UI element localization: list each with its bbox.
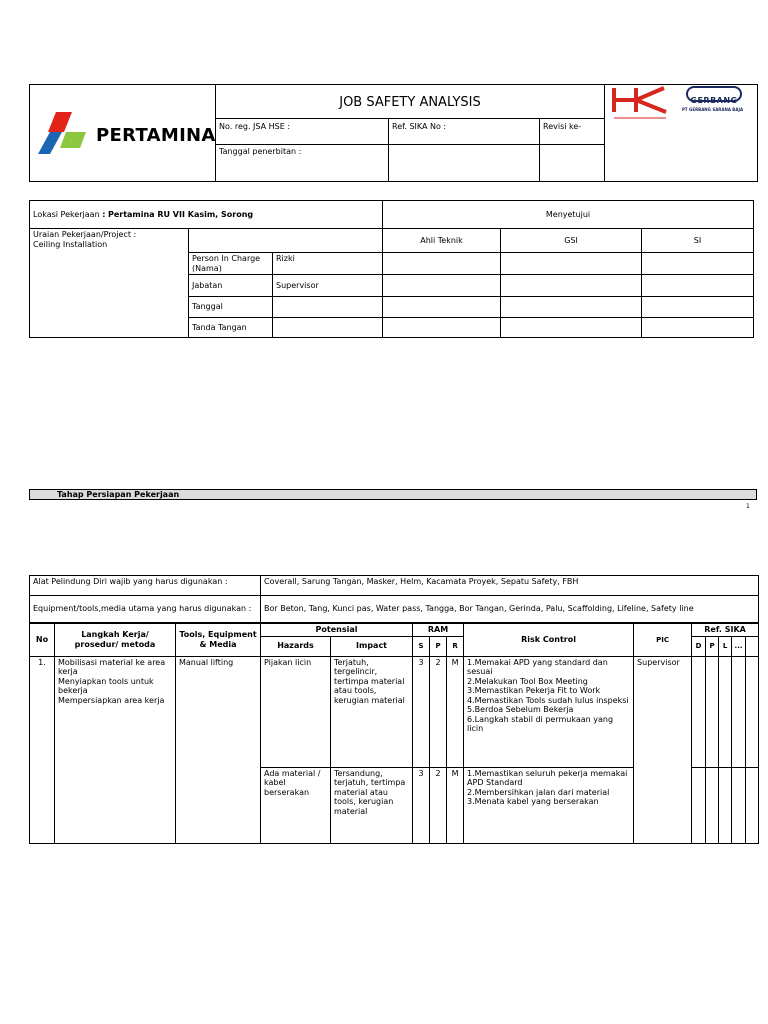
ref-sika-label: Ref. SIKA No : <box>392 122 447 131</box>
tanda-tangan-value <box>273 318 383 338</box>
row-tools: Manual lifting <box>176 656 261 843</box>
gerbang-logo <box>682 86 754 120</box>
impact-1: Terjatuh, tergelincir, tertimpa material atau tools, kerugian material <box>331 656 413 767</box>
tanggal-label: Tanggal <box>189 297 273 318</box>
table-row <box>30 656 759 767</box>
ram-s-2: 3 <box>413 767 430 843</box>
approver-ahli-teknik: Ahli Teknik <box>383 229 501 253</box>
header-r: R <box>447 636 464 656</box>
header-l: L <box>719 636 732 656</box>
ram-r-1: M <box>447 656 464 767</box>
header-tools: Tools, Equipment & Media <box>176 624 261 657</box>
stage-bar <box>29 489 757 500</box>
tanda-tangan-label: Tanda Tangan <box>189 318 273 338</box>
control-2: 1.Memastikan seluruh pekerja memakai APD Standard 2.Membersihkan jalan dari material 3.Menata kabel yang berserakan <box>464 767 634 843</box>
header-dots: ... <box>732 636 746 656</box>
row-pic: Supervisor <box>634 656 692 843</box>
pic-label: Person In Charge (Nama) <box>189 253 273 275</box>
stage-label: Tahap Persiapan Pekerjaan <box>57 490 180 499</box>
header-langkah: Langkah Kerja/ prosedur/ metoda <box>55 624 176 657</box>
header-ref-sika: Ref. SIKA <box>692 624 759 637</box>
apd-table <box>29 575 759 623</box>
hazard-2: Ada material / kabel berserakan <box>261 767 331 843</box>
lokasi-value: Pertamina RU VII Kasim, Sorong <box>107 209 254 219</box>
lokasi-cell: Lokasi Pekerjaan : Pertamina RU VII Kasim, Sorong <box>30 201 383 229</box>
header-line-1 <box>215 118 605 119</box>
ram-r-2: M <box>447 767 464 843</box>
header-line-2 <box>215 144 605 145</box>
header-hazards: Hazards <box>261 636 331 656</box>
hk-logo <box>610 86 672 122</box>
menyetujui-cell: Menyetujui <box>383 201 754 229</box>
header-d: D <box>692 636 706 656</box>
uraian-blank-cell <box>189 229 383 253</box>
header-risk-control: Risk Control <box>464 624 634 657</box>
page-number: 1 <box>746 503 750 510</box>
revisi-label: Revisi ke- <box>543 122 582 131</box>
ram-p-2: 2 <box>430 767 447 843</box>
uraian-cell: Uraian Pekerjaan/Project : Ceiling Installation <box>30 229 189 338</box>
jabatan-value: Supervisor <box>273 275 383 297</box>
pic-value: Rizki <box>273 253 383 275</box>
header-potensial: Potensial <box>261 624 413 637</box>
ram-s-1: 3 <box>413 656 430 767</box>
doc-title: JOB SAFETY ANALYSIS <box>339 95 481 110</box>
gerbang-caption: PT GERBANG SARANA BAJA <box>682 107 744 112</box>
equipment-label: Equipment/tools,media utama yang harus digunakan : <box>30 596 261 623</box>
header-impact: Impact <box>331 636 413 656</box>
header-no: No <box>30 624 55 657</box>
header-ram: RAM <box>413 624 464 637</box>
header-pp: P <box>706 636 719 656</box>
hazard-1: Pijakan licin <box>261 656 331 767</box>
header-s: S <box>413 636 430 656</box>
no-reg-label: No. reg. JSA HSE : <box>219 122 291 131</box>
jabatan-label: Jabatan <box>189 275 273 297</box>
company-name: PERTAMINA <box>96 125 216 146</box>
tanggal-value <box>273 297 383 318</box>
pertamina-logo-icon <box>36 110 92 156</box>
pertamina-logo <box>36 110 92 156</box>
lokasi-label: Lokasi Pekerjaan <box>33 209 100 219</box>
hk-logo-icon <box>610 86 672 122</box>
header-p: P <box>430 636 447 656</box>
header-vline-1 <box>388 118 389 182</box>
jsa-table <box>29 623 759 844</box>
approver-si: SI <box>642 229 754 253</box>
ram-p-1: 2 <box>430 656 447 767</box>
impact-2: Tersandung, terjatuh, tertimpa material atau tools, kerugian material <box>331 767 413 843</box>
equipment-value: Bor Beton, Tang, Kunci pas, Water pass, Tangga, Bor Tangan, Gerinda, Palu, Scaffolding, Lifeline, Safety line <box>261 596 759 623</box>
gerbang-logo-text: GERBANG <box>690 96 738 105</box>
info-table <box>29 200 754 338</box>
row-no: 1. <box>30 656 55 843</box>
control-1: 1.Memakai APD yang standard dan sesuai 2.Melakukan Tool Box Meeting 3.Memastikan Pekerja Fit to Work 4.Memastikan Tools sudah lulus inspeksi 5.Berdoa Sebelum Bekerja 6.Langkah stabil di permukaan yang licin <box>464 656 634 767</box>
row-langkah: Mobilisasi material ke area kerja Menyiapkan tools untuk bekerja Mempersiapkan area kerja <box>55 656 176 843</box>
apd-value: Coverall, Sarung Tangan, Masker, Helm, Kacamata Proyek, Sepatu Safety, FBH <box>261 576 759 596</box>
tanggal-penerbitan-label: Tanggal penerbitan : <box>219 147 302 156</box>
approver-gsi: GSI <box>501 229 642 253</box>
header-pic: PIC <box>634 624 692 657</box>
gerbang-logo-badge <box>686 86 742 105</box>
apd-label: Alat Pelindung Diri wajib yang harus digunakan : <box>30 576 261 596</box>
header-vline-2 <box>539 118 540 182</box>
